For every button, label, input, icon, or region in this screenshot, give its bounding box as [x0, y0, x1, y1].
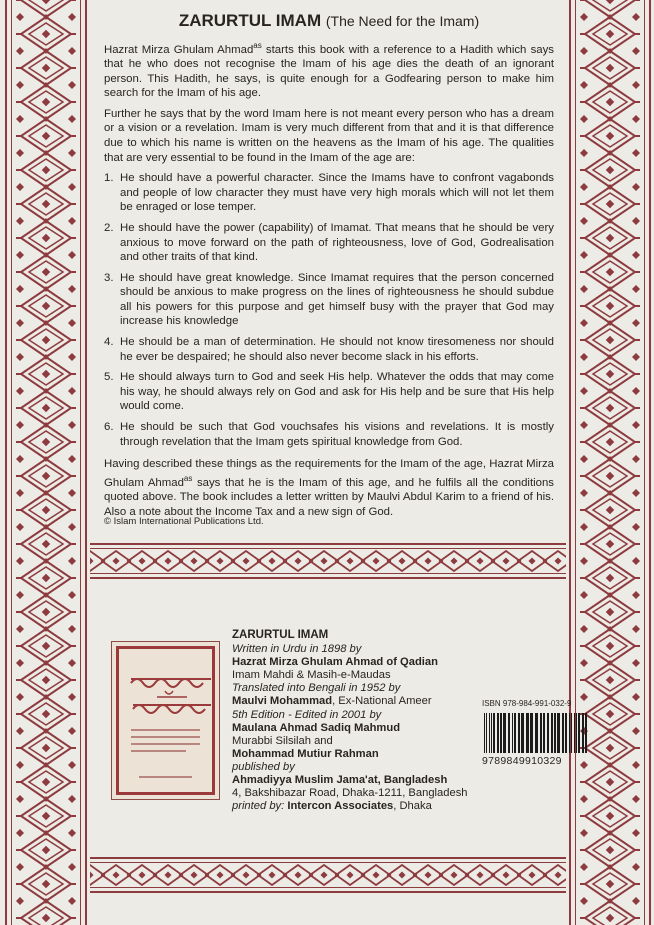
printer-name: Intercon Associates [287, 800, 394, 813]
editor-1-name: Maulana Ahmad Sadiq Mahmud [232, 721, 401, 734]
barcode-number: 9789849910329 [482, 755, 562, 767]
publication-credits [232, 629, 492, 813]
author-title: Imam Mahdi & Masih-e-Maudas [232, 669, 391, 682]
quality-number: 1. [104, 172, 114, 185]
intro-text-1: Hazrat Mirza Ghulam Ahmad [104, 43, 254, 56]
quality-text: He should be a man of determination. He should not know tiresomeness nor should he ever be despaired; he should also never become slack in his efforts. [120, 336, 554, 363]
printed-label: printed by: [232, 800, 288, 813]
middle-ornamental-border [90, 540, 566, 582]
summary-title: ZARURTUL IMAM [178, 11, 322, 30]
quality-item [104, 221, 554, 265]
quality-text: He should always turn to God and seek His help. Whatever the odds that may come his way, he should always rely on God and ask for His help and be sure that His help would come. [120, 371, 554, 413]
isbn-label: ISBN 978-984-991-032-9 [482, 699, 572, 708]
translator-name: Maulvi Mohammad [232, 695, 333, 708]
quality-item [104, 420, 554, 449]
closing-text-1: Having described these things as the requirements for the Imam of the age, Hazrat Mirza Ghulam Ahmad [104, 458, 554, 489]
quality-item [104, 271, 554, 329]
edition-line: 5th Edition - Edited in 2001 by [232, 708, 382, 721]
quality-number: 6. [104, 421, 114, 434]
left-ornamental-border [2, 0, 90, 925]
qualities-list [104, 171, 554, 449]
isbn-barcode [482, 713, 592, 753]
quality-text: He should have a powerful character. Since the Imams have to confront vagabonds and people of low character they must have very high morals which will not let them be enraged or lose temper. [120, 172, 554, 214]
author-name: Hazrat Mirza Ghulam Ahmad of Qadian [232, 656, 438, 669]
quality-number: 5. [104, 371, 114, 384]
translated-line: Translated into Bengali in 1952 by [232, 682, 401, 695]
cover-publisher-line [139, 776, 192, 778]
editor-2-name: Mohammad Mutiur Rahman [232, 747, 379, 760]
closing-superscript: as [183, 473, 193, 483]
closing-text-2: says that he is the Imam of this age, and he fulfils all the conditions quoted above. The book includes a letter written by Maulvi Abdul Karim to a friend of his. Also a note about the Income Tax and a new sign of God. [104, 476, 555, 518]
printer-city: , Dhaka [393, 800, 432, 813]
intro-paragraph [104, 39, 554, 101]
book-summary [104, 8, 554, 525]
bengali-title-graphic [127, 669, 217, 715]
quality-item [104, 335, 554, 364]
book-cover-thumbnail [111, 641, 220, 800]
printer-line [232, 800, 492, 813]
translator-line [232, 695, 492, 708]
right-ornamental-border [566, 0, 654, 925]
intro-superscript: as [253, 40, 262, 50]
quality-text: He should have great knowledge. Since Imamat requires that the person concerned should be anxious to make progress on the lines of righteousness he should subdue all his powers for this purpose and get himself busy with the prayer that God may increase his knowledge [120, 271, 554, 328]
quality-number: 2. [104, 221, 114, 234]
quality-number: 4. [104, 336, 114, 349]
summary-subtitle: (The Need for the Imam) [325, 13, 480, 29]
publisher-name: Ahmadiyya Muslim Jama'at, Bangladesh [232, 774, 448, 787]
cover-frame [116, 646, 215, 795]
copyright-notice: © Islam International Publications Ltd. [104, 516, 264, 527]
further-paragraph: Further he says that by the word Imam here is not meant every person who has a dream or a vision or a revelation. Imam is very much different from that and it is that difference due to which his name is written on the heavens as the Imam of his age. The qualities that are very essential to be found in the Imam of the age are: [104, 107, 554, 164]
published-line: published by [232, 760, 295, 773]
written-line: Written in Urdu in 1898 by [232, 643, 362, 656]
quality-text: He should have the power (capability) of Imamat. That means that he should be very anxious to move forward on the path of righteousness, love of God, Godrealisation and other traits of that kind. [120, 221, 554, 264]
quality-item [104, 171, 554, 215]
editor-1-role: Murabbi Silsilah and [232, 734, 333, 747]
publisher-address: 4, Bakshibazar Road, Dhaka-1211, Bangladesh [232, 787, 468, 800]
intro-text-2: starts this book with a reference to a Hadith which says that he who does not recognise the Imam of his age dies the death of an ignorant person. This Hadith, he says, is quite enough for a Godfearing person to make him search for the Imam of his age. [104, 43, 554, 100]
quality-number: 3. [104, 271, 114, 284]
closing-paragraph [104, 457, 554, 519]
credits-title: ZARURTUL IMAM [232, 629, 329, 641]
quality-item [104, 370, 554, 414]
bottom-ornamental-border [90, 854, 566, 896]
summary-heading [104, 11, 554, 30]
quality-text: He should be such that God vouchsafes his visions and revelations. It is mostly through revelation that the Imam gets spiritual knowledge from God. [120, 421, 554, 448]
translator-role: , Ex-National Ameer [332, 695, 432, 708]
cover-text-lines [131, 729, 200, 757]
